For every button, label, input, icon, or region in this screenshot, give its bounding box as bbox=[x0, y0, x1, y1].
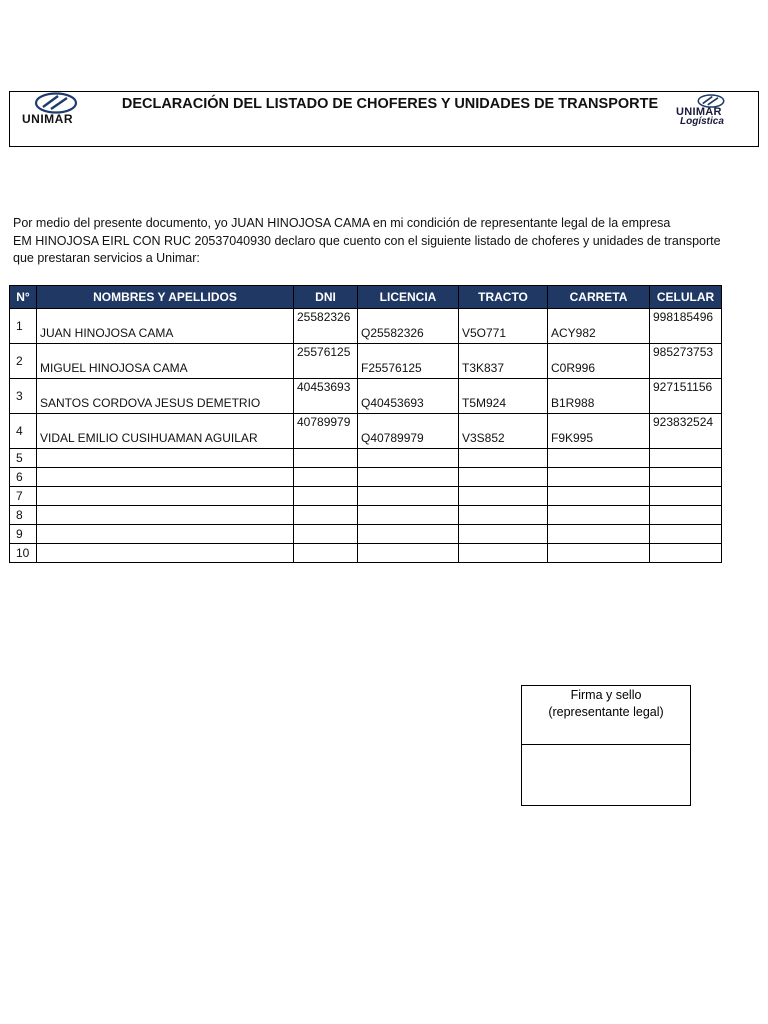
table-row bbox=[10, 309, 722, 344]
empty-cell bbox=[650, 449, 722, 468]
driver-carreta: C0R996 bbox=[548, 344, 650, 379]
row-number: 9 bbox=[10, 525, 37, 544]
empty-cell bbox=[459, 525, 548, 544]
table-row bbox=[10, 414, 722, 449]
row-number: 10 bbox=[10, 544, 37, 563]
empty-cell bbox=[294, 506, 358, 525]
table-row-empty bbox=[10, 544, 722, 563]
row-number: 3 bbox=[10, 379, 37, 414]
driver-name: MIGUEL HINOJOSA CAMA bbox=[37, 344, 294, 379]
empty-cell bbox=[650, 487, 722, 506]
empty-cell bbox=[37, 544, 294, 563]
driver-tracto: V5O771 bbox=[459, 309, 548, 344]
table-row-empty bbox=[10, 449, 722, 468]
empty-cell bbox=[358, 449, 459, 468]
empty-cell bbox=[650, 544, 722, 563]
col-header-dni: DNI bbox=[294, 286, 358, 309]
empty-cell bbox=[548, 506, 650, 525]
empty-cell bbox=[37, 468, 294, 487]
intro-line-1: Por medio del presente documento, yo JUAN HINOJOSA CAMA en mi condición de representante legal de la empresa bbox=[13, 216, 671, 230]
intro-paragraph bbox=[13, 215, 753, 268]
driver-celular: 985273753 bbox=[650, 344, 722, 379]
empty-cell bbox=[548, 487, 650, 506]
driver-tracto: T5M924 bbox=[459, 379, 548, 414]
empty-cell bbox=[358, 468, 459, 487]
empty-cell bbox=[37, 487, 294, 506]
driver-dni: 40789979 bbox=[294, 414, 358, 449]
table-row bbox=[10, 344, 722, 379]
empty-cell bbox=[650, 468, 722, 487]
empty-cell bbox=[548, 468, 650, 487]
empty-cell bbox=[37, 449, 294, 468]
table-row-empty bbox=[10, 468, 722, 487]
empty-cell bbox=[459, 487, 548, 506]
empty-cell bbox=[358, 544, 459, 563]
driver-dni: 25576125 bbox=[294, 344, 358, 379]
empty-cell bbox=[548, 525, 650, 544]
driver-name: SANTOS CORDOVA JESUS DEMETRIO bbox=[37, 379, 294, 414]
unimar-logistica-logo bbox=[676, 94, 742, 128]
empty-cell bbox=[294, 525, 358, 544]
signature-box bbox=[521, 685, 691, 806]
row-number: 4 bbox=[10, 414, 37, 449]
driver-name: VIDAL EMILIO CUSIHUAMAN AGUILAR bbox=[37, 414, 294, 449]
row-number: 8 bbox=[10, 506, 37, 525]
col-header-tracto: TRACTO bbox=[459, 286, 548, 309]
empty-cell bbox=[459, 544, 548, 563]
logo-right-subtext: Logística bbox=[680, 116, 724, 127]
empty-cell bbox=[37, 506, 294, 525]
empty-cell bbox=[358, 506, 459, 525]
col-header-licencia: LICENCIA bbox=[358, 286, 459, 309]
row-number: 1 bbox=[10, 309, 37, 344]
signature-line-1: Firma y sello bbox=[570, 688, 642, 702]
driver-tracto: V3S852 bbox=[459, 414, 548, 449]
table-row-empty bbox=[10, 506, 722, 525]
empty-cell bbox=[37, 525, 294, 544]
empty-cell bbox=[459, 468, 548, 487]
driver-carreta: F9K995 bbox=[548, 414, 650, 449]
driver-celular: 998185496 bbox=[650, 309, 722, 344]
empty-cell bbox=[459, 506, 548, 525]
driver-licencia: F25576125 bbox=[358, 344, 459, 379]
empty-cell bbox=[650, 506, 722, 525]
empty-cell bbox=[548, 544, 650, 563]
row-number: 2 bbox=[10, 344, 37, 379]
document-header bbox=[9, 91, 759, 147]
unimar-logo-left bbox=[20, 92, 90, 128]
col-header-celular: CELULAR bbox=[650, 286, 722, 309]
table-row-empty bbox=[10, 525, 722, 544]
driver-licencia: Q40789979 bbox=[358, 414, 459, 449]
signature-label bbox=[522, 686, 690, 745]
driver-carreta: B1R988 bbox=[548, 379, 650, 414]
table-header-row bbox=[10, 286, 722, 309]
empty-cell bbox=[548, 449, 650, 468]
driver-licencia: Q25582326 bbox=[358, 309, 459, 344]
drivers-table bbox=[9, 285, 722, 563]
table-row-empty bbox=[10, 487, 722, 506]
table-row bbox=[10, 379, 722, 414]
row-number: 5 bbox=[10, 449, 37, 468]
logo-left-text: UNIMAR bbox=[22, 112, 73, 126]
driver-celular: 923832524 bbox=[650, 414, 722, 449]
empty-cell bbox=[294, 449, 358, 468]
empty-cell bbox=[358, 525, 459, 544]
intro-line-3: que prestaran servicios a Unimar: bbox=[13, 251, 200, 265]
unimar-logo-icon bbox=[34, 92, 78, 114]
driver-licencia: Q40453693 bbox=[358, 379, 459, 414]
driver-celular: 927151156 bbox=[650, 379, 722, 414]
col-header-number: N° bbox=[10, 286, 37, 309]
empty-cell bbox=[294, 487, 358, 506]
empty-cell bbox=[294, 468, 358, 487]
intro-line-2: EM HINOJOSA EIRL CON RUC 20537040930 declaro que cuento con el siguiente listado de choferes y unidades de transporte bbox=[13, 233, 721, 248]
driver-carreta: ACY982 bbox=[548, 309, 650, 344]
document-title: DECLARACIÓN DEL LISTADO DE CHOFERES Y UNIDADES DE TRANSPORTE bbox=[121, 96, 659, 112]
row-number: 6 bbox=[10, 468, 37, 487]
row-number: 7 bbox=[10, 487, 37, 506]
driver-tracto: T3K837 bbox=[459, 344, 548, 379]
empty-cell bbox=[459, 449, 548, 468]
signature-line-2: (representante legal) bbox=[548, 705, 664, 719]
driver-dni: 40453693 bbox=[294, 379, 358, 414]
col-header-carreta: CARRETA bbox=[548, 286, 650, 309]
col-header-name: NOMBRES Y APELLIDOS bbox=[37, 286, 294, 309]
logo-right-text: UNIMAR bbox=[676, 106, 722, 118]
empty-cell bbox=[294, 544, 358, 563]
empty-cell bbox=[650, 525, 722, 544]
driver-dni: 25582326 bbox=[294, 309, 358, 344]
empty-cell bbox=[358, 487, 459, 506]
driver-name: JUAN HINOJOSA CAMA bbox=[37, 309, 294, 344]
